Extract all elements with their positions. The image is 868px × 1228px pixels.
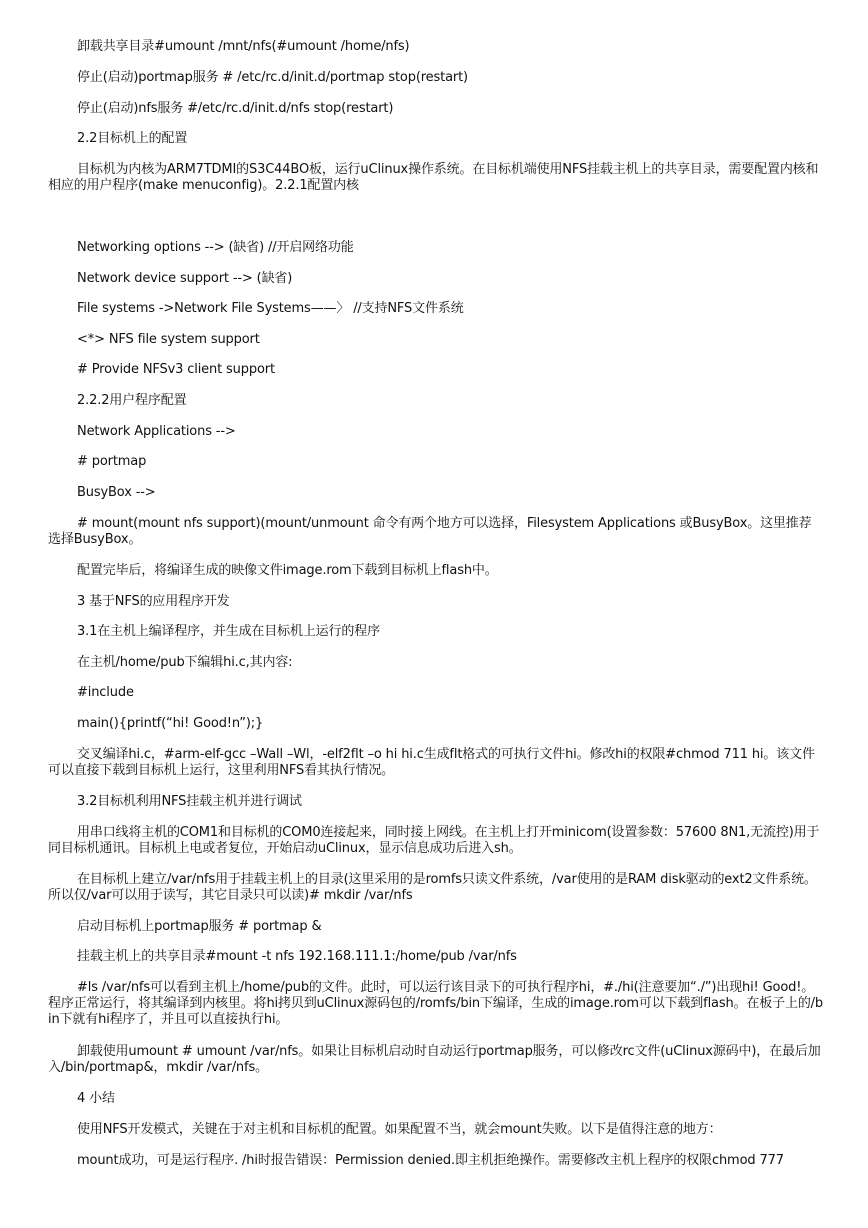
para-ls: #ls /var/nfs可以看到主机上/home/pub的文件。此时，可以运行该目录下的可执行程序hi，#./hi(注意要加“./”)出现hi! Good!。程序正常运行，将其编译到内核里。将hi拷贝到uClinux源码包的/romfs/bin下编译，生成的image.rom可以下载到flash。在板子上的/bin下就有hi程序了，并且可以直接执行hi。 bbox=[48, 980, 824, 1027]
para-mount-share: 挂载主机上的共享目录#mount -t nfs 192.168.111.1:/home/pub /var/nfs bbox=[77, 949, 517, 964]
para-file-systems: File systems ->Network File Systems——〉 //支持NFS文件系统 bbox=[77, 301, 464, 316]
para-network-apps: Network Applications --> bbox=[77, 424, 236, 439]
para-permission: mount成功，可是运行程序. /hi时报告错误：Permission denied.即主机拒绝操作。需要修改主机上程序的权限chmod 777 bbox=[77, 1153, 784, 1168]
para-umount-use: 卸载使用umount # umount /var/nfs。如果让目标机启动时自动运行portmap服务，可以修改rc文件(uClinux源码中)，在最后加入/bin/portmap&，mkdir /var/nfs。 bbox=[48, 1044, 821, 1075]
heading-3: 3 基于NFS的应用程序开发 bbox=[77, 594, 230, 609]
para-summary: 使用NFS开发模式，关键在于对主机和目标机的配置。如果配置不当，就会mount失败。以下是值得注意的地方： bbox=[77, 1122, 722, 1137]
para-edit-hi: 在主机/home/pub下编辑hi.c,其内容: bbox=[77, 655, 293, 670]
para-mount-support: # mount(mount nfs support)(mount/unmount 命令有两个地方可以选择，Filesystem Applications 或BusyBox。这里推荐选择BusyBox。 bbox=[48, 516, 812, 547]
para-portmap: # portmap bbox=[77, 454, 147, 469]
para-portmap-service: 停止(启动)portmap服务 # /etc/rc.d/init.d/portmap stop(restart) bbox=[77, 70, 468, 85]
para-busybox: BusyBox --> bbox=[77, 485, 156, 500]
para-nfs-service: 停止(启动)nfs服务 #/etc/rc.d/init.d/nfs stop(restart) bbox=[77, 101, 394, 116]
para-include: #include bbox=[77, 685, 134, 700]
heading-2-2-2: 2.2.2用户程序配置 bbox=[77, 393, 187, 408]
para-network-device: Network device support --> (缺省) bbox=[77, 271, 293, 286]
para-serial: 用串口线将主机的COM1和目标机的COM0连接起来，同时接上网线。在主机上打开minicom(设置参数：57600 8N1,无流控)用于同目标机通讯。目标机上电或者复位，开始启动uClinux，显示信息成功后进入sh。 bbox=[48, 825, 820, 856]
para-networking-options: Networking options --> (缺省) //开启网络功能 bbox=[77, 240, 354, 255]
para-cross-compile: 交叉编译hi.c，#arm-elf-gcc –Wall –Wl，-elf2flt –o hi hi.c生成flt格式的可执行文件hi。修改hi的权限#chmod 711 hi。该文件可以直接下载到目标机上运行，这里利用NFS看其执行情况。 bbox=[48, 747, 815, 778]
para-config-done: 配置完毕后，将编译生成的映像文件image.rom下载到目标机上flash中。 bbox=[77, 563, 498, 578]
para-nfsv3: # Provide NFSv3 client support bbox=[77, 362, 275, 377]
para-umount-share: 卸载共享目录#umount /mnt/nfs(#umount /home/nfs) bbox=[77, 39, 410, 54]
para-nfs-support: <*> NFS file system support bbox=[77, 332, 260, 347]
para-target-intro: 目标机为内核为ARM7TDMI的S3C44BO板，运行uClinux操作系统。在目标机端使用NFS挂载主机上的共享目录，需要配置内核和相应的用户程序(make menuconfig)。2.2.1配置内核 bbox=[48, 162, 819, 193]
para-start-portmap: 启动目标机上portmap服务 # portmap & bbox=[77, 919, 322, 934]
para-main: main(){printf(“hi! Good!n”);} bbox=[77, 716, 264, 731]
heading-3-1: 3.1在主机上编译程序，并生成在目标机上运行的程序 bbox=[77, 624, 380, 639]
heading-2-2: 2.2目标机上的配置 bbox=[77, 131, 188, 146]
heading-3-2: 3.2目标机利用NFS挂载主机并进行调试 bbox=[77, 794, 302, 809]
para-mkdir: 在目标机上建立/var/nfs用于挂载主机上的目录(这里采用的是romfs只读文件系统，/var使用的是RAM disk驱动的ext2文件系统。所以仅/var可以用于读写，其它目录只可以读)# mkdir /var/nfs bbox=[48, 872, 817, 903]
heading-4: 4 小结 bbox=[77, 1091, 115, 1106]
